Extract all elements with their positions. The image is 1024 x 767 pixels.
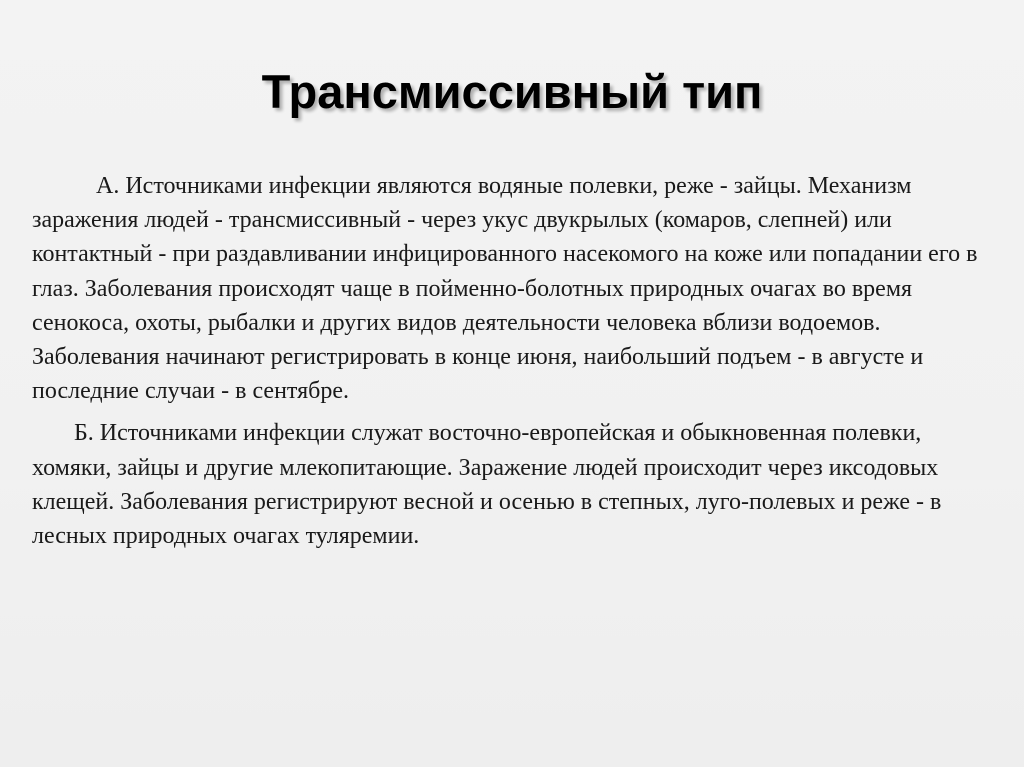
slide-body: [32, 169, 982, 553]
paragraph-b: Б. Источниками инфекции служат восточно-европейская и обыкновенная полевки, хомяки, зайцы и другие млекопитающие. Заражение людей происходит через иксодовых клещей. Заболевания регистрируют весной и осенью в степных, луго-полевых и реже - в лесных природных очагах туляремии.: [32, 420, 942, 550]
paragraph-a: А. Источниками инфекции являются водяные полевки, реже - зайцы. Механизм заражения людей - трансмиссивный - через укус двукрылых (комаров, слепней) или контактный - при раздавливании инфицированного насекомого на коже или попадании его в глаз. Заболевания происходят чаще в пойменно-болотных природных очагах во время сенокоса, охоты, рыбалки и других видов деятельности человека вблизи водоемов. Заболевания начинают регистрировать в конце июня, наибольший подъем - в августе и последние случаи - в сентябре.: [32, 173, 978, 405]
slide-title: Трансмиссивный тип: [261, 65, 763, 118]
